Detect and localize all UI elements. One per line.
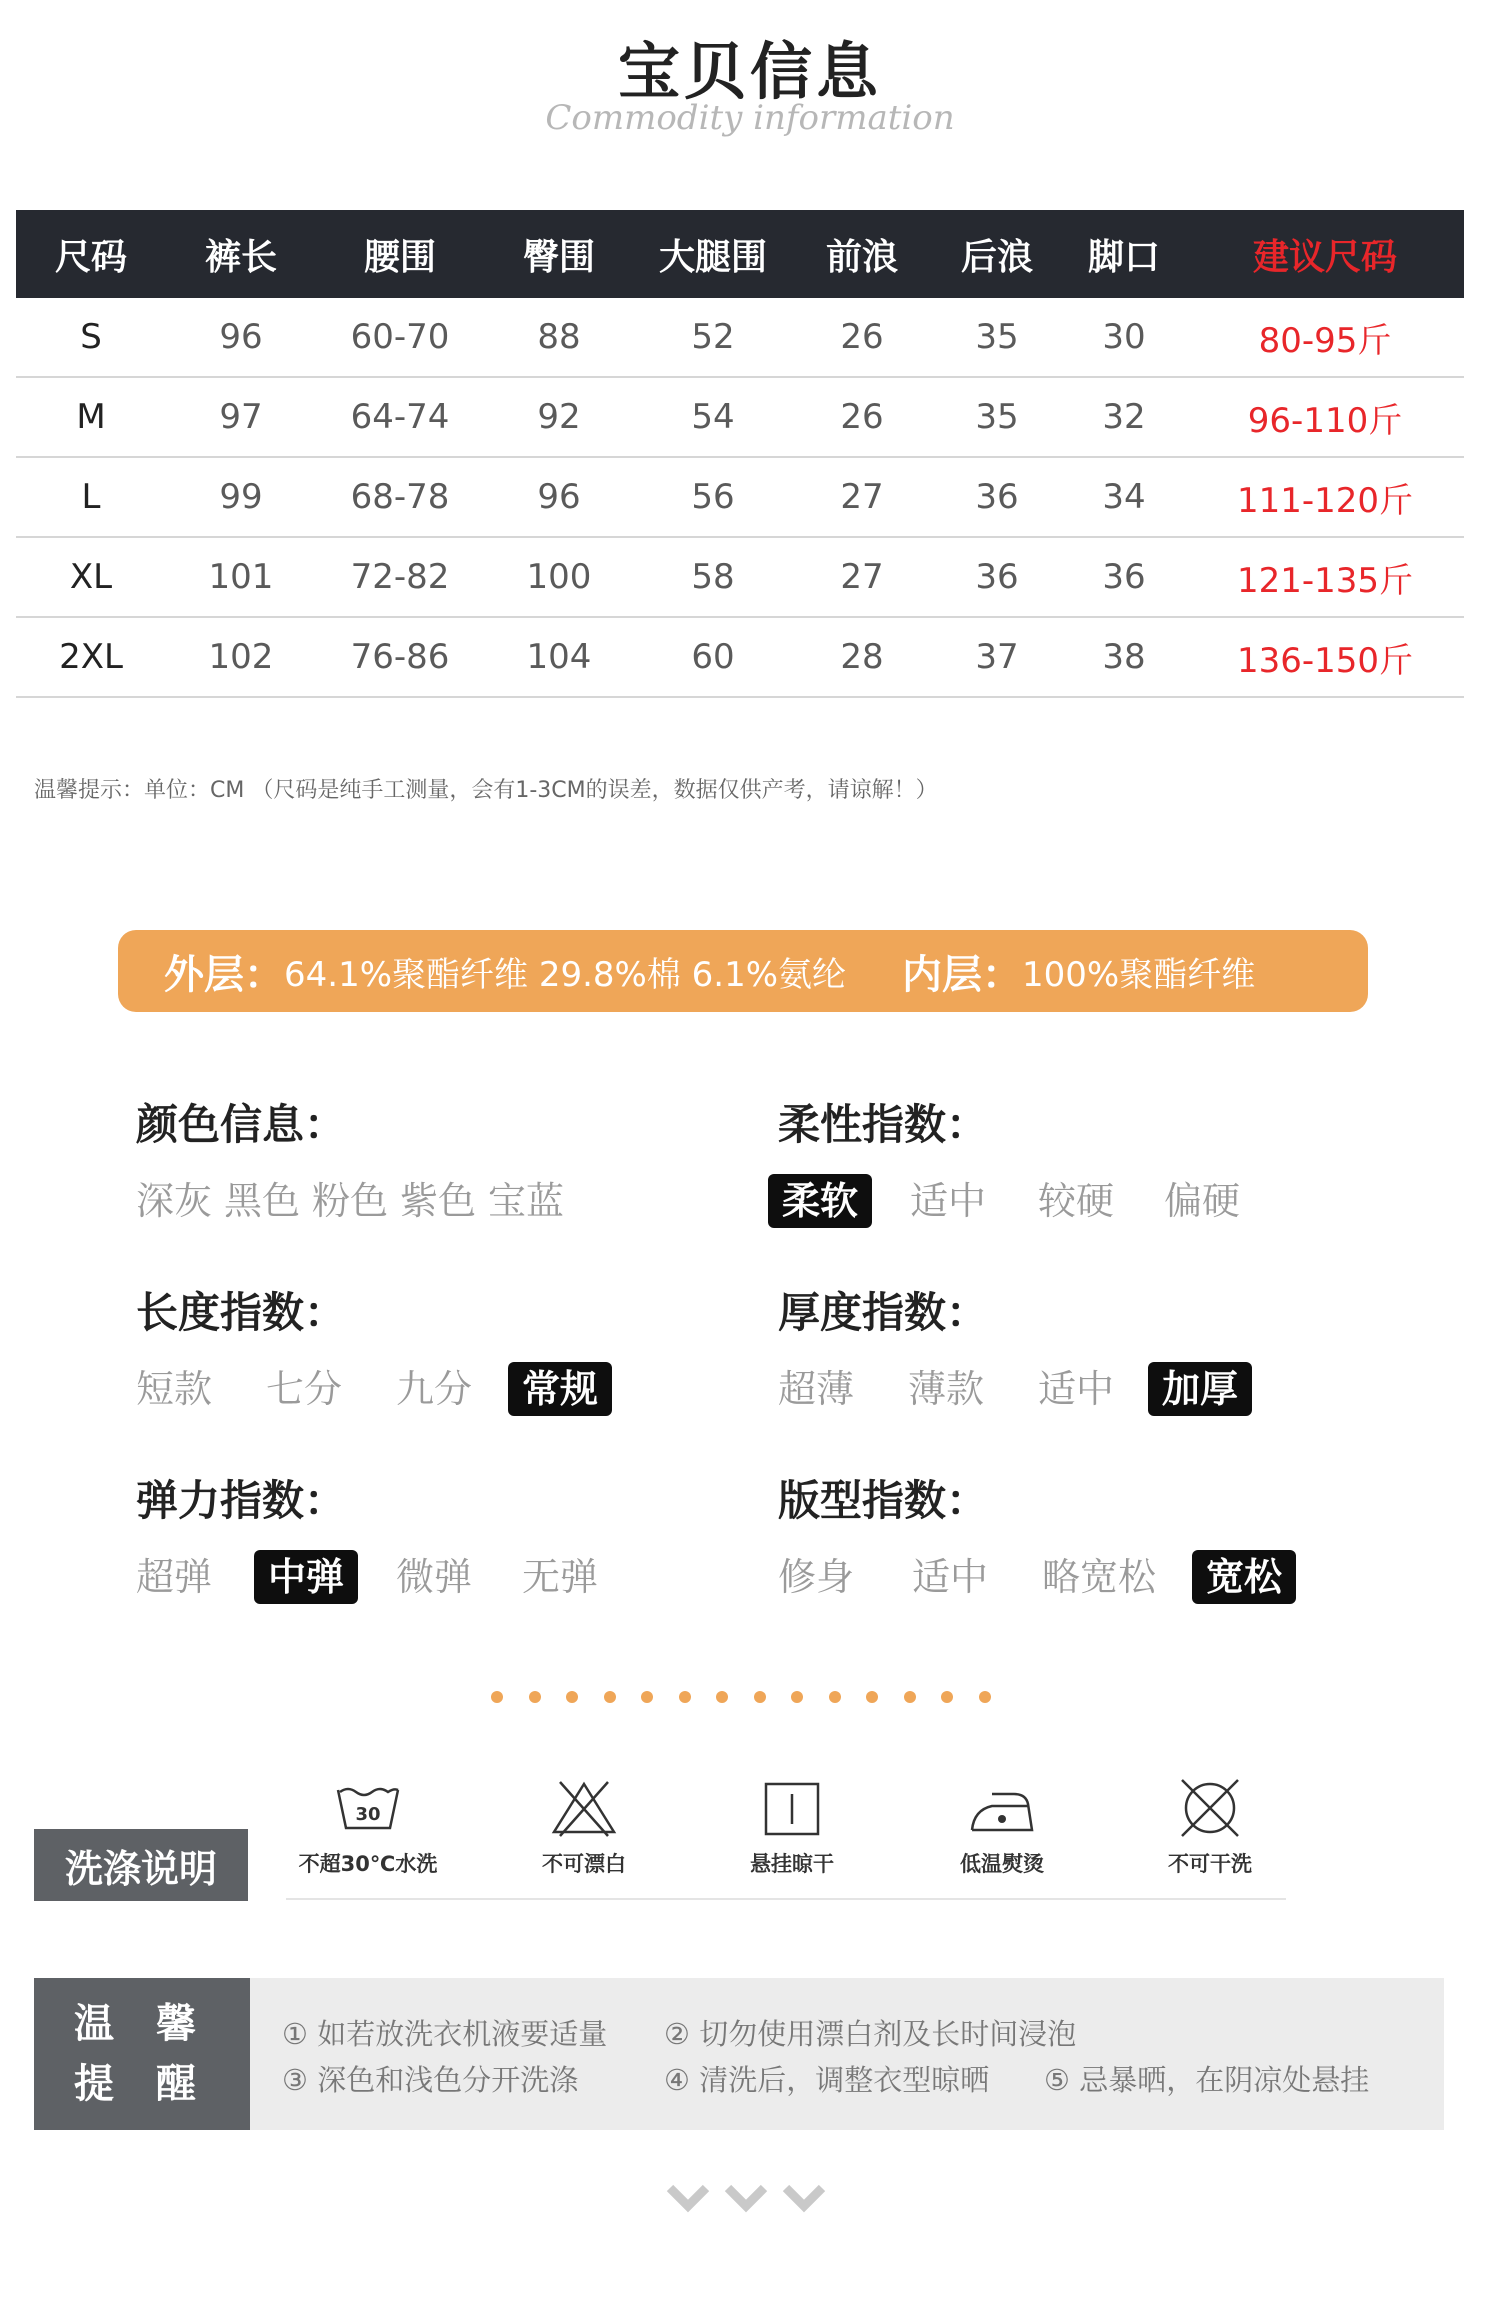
wash-label: 不可漂白: [542, 1852, 626, 1876]
table-cell: 96: [537, 477, 581, 517]
table-cell: 60: [691, 637, 735, 677]
table-cell: 121-135斤: [1236, 560, 1414, 601]
divider-dot: [566, 1691, 578, 1703]
table-cell: 64-74: [350, 397, 450, 437]
elasticity-option: 微弹: [396, 1555, 473, 1599]
table-cell: 111-120斤: [1236, 480, 1414, 521]
thickness-option: 薄款: [908, 1367, 985, 1411]
divider-dot: [941, 1691, 953, 1703]
table-cell: 26: [840, 317, 884, 357]
wash-label: 不可干洗: [1168, 1852, 1252, 1876]
elasticity-option: 无弹: [522, 1555, 599, 1599]
table-cell: 58: [691, 557, 735, 597]
table-cell: 68-78: [350, 477, 450, 517]
col-back-rise: 后浪: [960, 236, 1033, 278]
fit-option: 修身: [778, 1555, 855, 1599]
table-row: [16, 378, 1464, 458]
table-cell: 104: [526, 637, 592, 677]
wash-label: 不超30℃水洗: [298, 1852, 438, 1876]
col-recommended: 建议尺码: [1252, 236, 1397, 278]
elasticity-title: 弹力指数：: [136, 1476, 347, 1525]
size-table-body: [16, 298, 1464, 698]
fit-option: 略宽松: [1042, 1555, 1157, 1599]
divider-dot: [754, 1691, 766, 1703]
reminder-item-4: ④ 清洗后，调整衣型晾晒: [664, 2063, 990, 2097]
table-cell: 36: [1102, 557, 1146, 597]
col-length: 裤长: [204, 236, 277, 278]
page-title: 宝贝信息: [617, 35, 882, 108]
material-banner: [118, 930, 1368, 1012]
col-waist: 腰围: [363, 236, 436, 278]
col-hip: 臀围: [522, 236, 595, 278]
softness-option: 适中: [910, 1179, 987, 1223]
divider-dot: [904, 1691, 916, 1703]
outer-label: 外层：: [164, 951, 284, 998]
col-leg-opening: 脚口: [1087, 236, 1160, 278]
table-cell: L: [81, 477, 101, 517]
table-cell: 54: [691, 397, 735, 437]
table-cell: 100: [526, 557, 592, 597]
wash-label: 悬挂晾干: [750, 1852, 834, 1876]
softness-option: 柔软: [768, 1174, 872, 1228]
table-cell: 56: [691, 477, 735, 517]
reminder-item-1: ① 如若放洗衣机液要适量: [282, 2017, 608, 2051]
size-table-header: [16, 210, 1464, 298]
washing-underline: [286, 1898, 1286, 1900]
thickness-index: [778, 1280, 1239, 1411]
table-cell: 96-110斤: [1247, 400, 1403, 441]
wash-item-hang-dry: [692, 1776, 892, 1878]
fit-title: 版型指数：: [778, 1476, 989, 1525]
table-cell: 28: [840, 637, 884, 677]
wash-30-icon: [328, 1776, 408, 1840]
softness-option: 较硬: [1038, 1179, 1115, 1223]
divider-dot: [679, 1691, 691, 1703]
inner-label: 内层：: [902, 951, 1023, 998]
table-cell: 102: [208, 637, 274, 677]
low-iron-icon: [962, 1776, 1042, 1840]
divider-dot: [979, 1691, 991, 1703]
table-cell: 136-150斤: [1236, 640, 1414, 681]
color-option: 粉色: [312, 1179, 389, 1223]
table-cell: 38: [1102, 637, 1146, 677]
length-index: [136, 1280, 599, 1411]
length-title: 长度指数：: [136, 1288, 347, 1337]
divider-dot: [716, 1691, 728, 1703]
table-cell: 30: [1102, 317, 1146, 357]
washing-title: 洗涤说明: [34, 1829, 248, 1901]
no-bleach-icon: [544, 1776, 624, 1840]
table-cell: 60-70: [350, 317, 450, 357]
table-cell: XL: [69, 557, 113, 597]
length-option: 九分: [396, 1367, 473, 1411]
table-cell: 27: [840, 557, 884, 597]
wash-item-low-iron: [902, 1776, 1102, 1878]
divider-dot: [491, 1691, 503, 1703]
table-cell: 2XL: [59, 637, 123, 677]
table-cell: 101: [208, 557, 274, 597]
table-cell: 32: [1102, 397, 1146, 437]
table-cell: 97: [219, 397, 263, 437]
divider-dot: [866, 1691, 878, 1703]
reminder-title-line2: 提 醒: [74, 2061, 210, 2107]
table-cell: 99: [219, 477, 263, 517]
col-thigh: 大腿围: [658, 236, 767, 278]
table-cell: 35: [975, 397, 1019, 437]
wash-item-no-bleach: [484, 1776, 684, 1878]
table-cell: 72-82: [350, 557, 450, 597]
table-cell: 92: [537, 397, 581, 437]
softness-title: 柔性指数：: [778, 1100, 989, 1149]
table-cell: S: [80, 317, 102, 357]
table-cell: 80-95斤: [1258, 320, 1392, 361]
outer-value: 64.1%聚酯纤维 29.8%棉 6.1%氨纶: [284, 954, 847, 995]
length-option: 七分: [266, 1367, 343, 1411]
wash-temp: 30: [355, 1804, 381, 1825]
table-cell: 37: [975, 637, 1019, 677]
thickness-option: 超薄: [778, 1367, 855, 1411]
wash-label: 低温熨烫: [960, 1852, 1044, 1876]
table-cell: 34: [1102, 477, 1146, 517]
wash-item-30: [268, 1776, 468, 1878]
table-cell: M: [76, 397, 106, 437]
col-front-rise: 前浪: [825, 236, 898, 278]
scroll-down-icon: [664, 2180, 834, 2220]
elasticity-index: [136, 1468, 599, 1599]
inner-value: 100%聚酯纤维: [1022, 954, 1256, 995]
table-cell: 26: [840, 397, 884, 437]
reminder-item-2: ② 切勿使用漂白剂及长时间浸泡: [664, 2017, 1077, 2051]
table-row: [16, 458, 1464, 538]
thickness-option: 适中: [1038, 1367, 1115, 1411]
table-cell: 52: [691, 317, 735, 357]
softness-option: 偏硬: [1164, 1179, 1241, 1223]
table-cell: 76-86: [350, 637, 450, 677]
table-row: [16, 538, 1464, 618]
care-reminder: [34, 1978, 1444, 2130]
table-cell: 36: [975, 477, 1019, 517]
color-option: 宝蓝: [488, 1179, 565, 1223]
elasticity-option: 中弹: [254, 1550, 358, 1604]
dot-divider: [491, 1691, 1001, 1705]
color-option: 紫色: [400, 1179, 477, 1223]
hang-dry-icon: [752, 1776, 832, 1840]
reminder-title: [34, 1978, 250, 2130]
fit-option: 适中: [912, 1555, 989, 1599]
table-cell: 36: [975, 557, 1019, 597]
softness-index: [778, 1092, 1241, 1223]
color-option: 深灰: [136, 1179, 213, 1223]
col-size: 尺码: [54, 236, 127, 278]
size-table: [16, 210, 1464, 698]
table-row: [16, 618, 1464, 698]
table-cell: 88: [537, 317, 581, 357]
thickness-title: 厚度指数：: [778, 1288, 989, 1337]
table-cell: 35: [975, 317, 1019, 357]
divider-dot: [829, 1691, 841, 1703]
fit-index: [778, 1468, 1283, 1599]
divider-dot: [791, 1691, 803, 1703]
fit-option: 宽松: [1192, 1550, 1296, 1604]
length-option: 常规: [508, 1362, 612, 1416]
divider-dot: [641, 1691, 653, 1703]
divider-dot: [604, 1691, 616, 1703]
table-row: [16, 298, 1464, 378]
divider-dot: [529, 1691, 541, 1703]
table-cell: 27: [840, 477, 884, 517]
color-option: 黑色: [224, 1179, 301, 1223]
no-dry-clean-icon: [1170, 1776, 1250, 1840]
reminder-item-5: ⑤ 忌暴晒，在阴凉处悬挂: [1044, 2063, 1370, 2097]
reminder-title-line1: 温 馨: [74, 2001, 210, 2047]
reminder-item-3: ③ 深色和浅色分开洗涤: [282, 2063, 579, 2097]
color-info: [136, 1092, 565, 1223]
wash-item-no-dry-clean: [1110, 1776, 1310, 1878]
color-info-title: 颜色信息：: [136, 1100, 347, 1149]
table-cell: 96: [219, 317, 263, 357]
length-option: 短款: [136, 1367, 213, 1411]
measurement-tip: 温馨提示：单位：CM （尺码是纯手工测量，会有1-3CM的误差，数据仅供产考，请谅解！）: [34, 778, 938, 803]
thickness-option: 加厚: [1148, 1362, 1252, 1416]
elasticity-option: 超弹: [136, 1555, 213, 1599]
page-subtitle: Commodity information: [545, 98, 955, 138]
